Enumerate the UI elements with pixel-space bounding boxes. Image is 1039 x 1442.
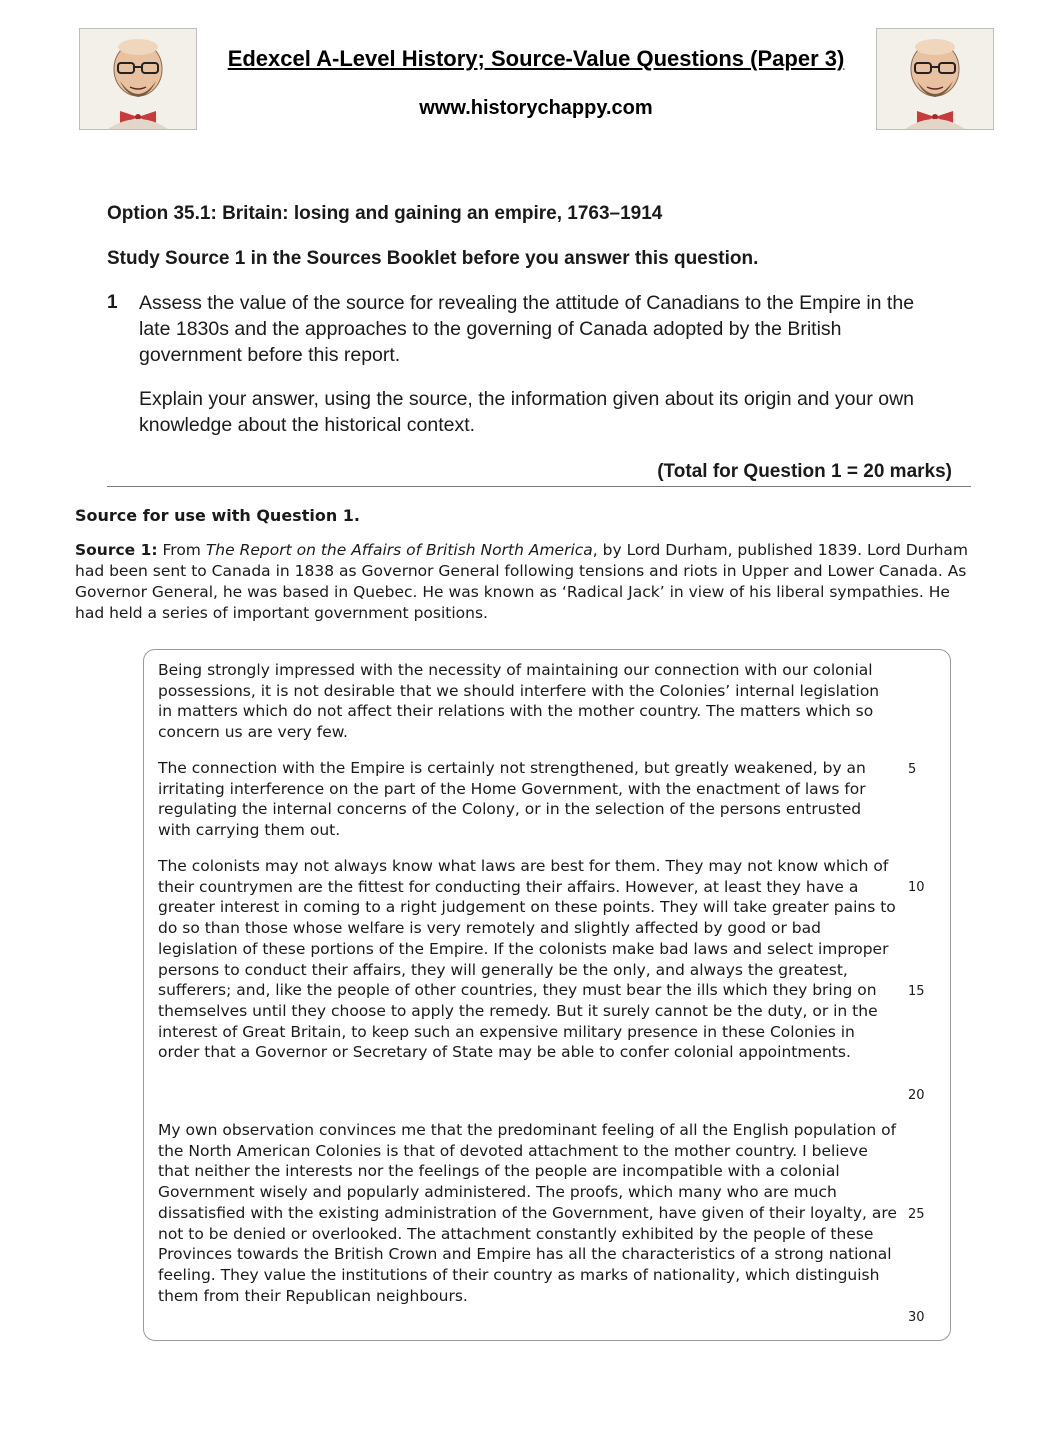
line-number: 25: [908, 1207, 925, 1222]
source-intro-from: From: [157, 541, 206, 559]
line-number: 10: [908, 880, 925, 895]
option-title: Option 35.1: Britain: losing and gaining an empire, 1763–1914: [107, 203, 663, 224]
line-number: 30: [908, 1310, 925, 1325]
study-instruction: Study Source 1 in the Sources Booklet before you answer this question.: [107, 248, 759, 269]
divider: [107, 486, 971, 487]
question-number: 1: [107, 292, 118, 313]
website-url: www.historychappy.com: [419, 97, 653, 119]
source-work-title: The Report on the Affairs of British North America: [205, 541, 593, 559]
total-marks: (Total for Question 1 = 20 marks): [657, 461, 952, 482]
source-paragraph: My own observation convinces me that the predominant feeling of all the English population of the North American Colonies is that of devoted attachment to the mother country. I believe that neither the interests nor the feelings of the people are incompatible with a colonial Government wisely and popularly administered. The proofs, which many who are much dissatisfied with the existing administration of the Government, have given of their loyalty, are not to be denied or overlooked. The attachment constantly exhibited by the people of these Provinces towards the British Crown and Empire has all the characteristics of a strong national feeling. They value the institutions of their country as marks of nationality, which distinguish them from their Republican neighbours.: [158, 1121, 897, 1305]
page-title: Edexcel A-Level History; Source-Value Questions (Paper 3): [227, 46, 845, 71]
source-paragraph: The colonists may not always know what laws are best for them. They may not know which of their countrymen are the fittest for conducting their affairs. However, at least they have a greater interest in coming to a right judgement on these points. They will take greater pains to do so than those whose welfare is very remotely and slightly affected by good or bad legislation of these portions of the Empire. If the colonists make bad laws and select improper persons to conduct their affairs, they will generally be the only, and always the greatest, sufferers; and, like the people of other countries, they must bear the ills which they bring on themselves until they choose to apply the remedy. But it surely cannot be the duty, or in the interest of Great Britain, to keep such an expensive military presence in these Colonies in order that a Governor or Secretary of State may be able to confer colonial appointments.: [158, 857, 896, 1062]
question-text: Assess the value of the source for revealing the attitude of Canadians to the Empire in the late 1830s and the approaches to the governing of Canada adopted by the British government before this report.: [139, 292, 915, 366]
source-paragraph: The connection with the Empire is certainly not strengthened, but greatly weakened, by an irritating interference on the part of the Home Government, with the enactment of laws for regulating the internal concerns of the Colony, or in the selection of the persons entrusted with carrying them out.: [158, 759, 866, 840]
line-number: 5: [908, 762, 917, 777]
source-heading: Source for use with Question 1.: [75, 506, 360, 525]
question-explain: Explain your answer, using the source, the information given about its origin and your own knowledge about the historical context.: [139, 388, 915, 436]
source-paragraph: Being strongly impressed with the necessity of maintaining our connection with our colonial possessions, it is not desirable that we should interfere with the Colonies’ internal legislation in matters which do not affect their relations with the mother country. The matters which so concern us are very few.: [158, 661, 880, 742]
line-number: 15: [908, 984, 925, 999]
source-intro: [75, 540, 980, 624]
line-number: 20: [908, 1088, 925, 1103]
caricature-portrait-icon: [79, 28, 197, 130]
caricature-portrait-icon: [876, 28, 994, 130]
source-label: Source 1:: [75, 541, 158, 559]
source-intro-rest: , by Lord Durham, published 1839. Lord Durham had been sent to Canada in 1838 as Governor General following tensions and riots in Upper and Lower Canada. As Governor General, he was based in Quebec. He was known as ‘Radical Jack’ in view of his liberal sympathies. He had held a series of important government positions.: [75, 541, 969, 622]
